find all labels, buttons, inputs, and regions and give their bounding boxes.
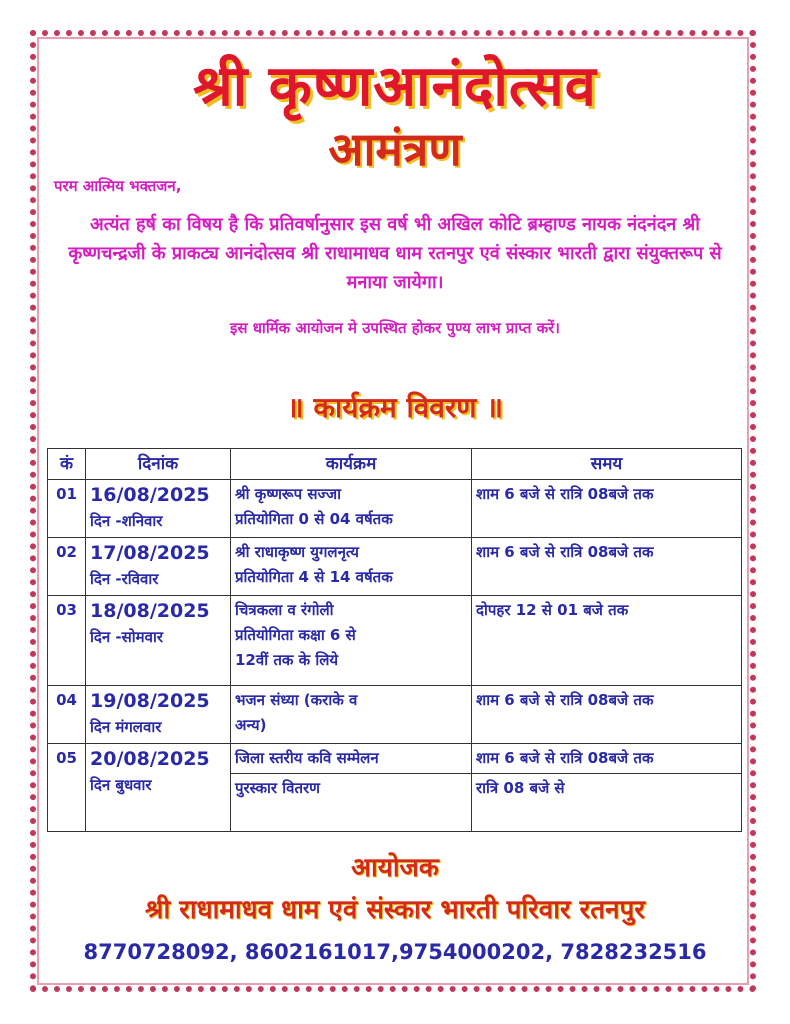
contact-phones: 8770728092, 8602161017,9754000202, 7828232516 (83, 940, 707, 964)
row-date (86, 538, 231, 596)
row-time (472, 744, 742, 832)
appeal-text: इस धार्मिक आयोजन मे उपस्थित होकर पुण्य लाभ प्राप्त करें। (229, 319, 560, 337)
program-line: श्री कृष्णरूप सज्जा (235, 485, 342, 503)
date-value: 17/08/2025 (90, 542, 210, 564)
program-line: श्री राधाकृष्ण युगलनृत्य (235, 543, 359, 561)
program-line: प्रतियोगिता 4 से 14 वर्षतक (235, 568, 393, 586)
date-value: 16/08/2025 (90, 484, 210, 506)
row-num: 01 (48, 480, 86, 538)
event-title: श्री कृष्णआनंदोत्सव (193, 54, 597, 119)
time-line: शाम 6 बजे से रात्रि 08बजे तक (472, 744, 741, 774)
organizer-name: श्री राधामाधव धाम एवं संस्कार भारती परिवार रतनपुर (145, 895, 645, 925)
greeting: परम आत्मिय भक्तजन, (54, 177, 182, 195)
row-date (86, 686, 231, 744)
day-value: दिन मंगलवार (90, 718, 162, 736)
row-date (86, 744, 231, 832)
header-date: दिनांक (86, 449, 231, 480)
row-time: दोपहर 12 से 01 बजे तक (472, 596, 742, 686)
table-header-row (48, 449, 742, 480)
row-num: 05 (48, 744, 86, 832)
day-value: दिन -शनिवार (90, 512, 163, 530)
row-program (231, 744, 472, 832)
time-line: रात्रि 08 बजे से (476, 779, 565, 797)
schedule-table (47, 448, 742, 832)
program-line: 12वीं तक के लिये (235, 651, 339, 669)
program-line: पुरस्कार वितरण (235, 779, 321, 797)
table-row (48, 480, 742, 538)
program-line: प्रतियोगिता 0 से 04 वर्षतक (235, 510, 393, 528)
row-program (231, 686, 472, 744)
row-time: शाम 6 बजे से रात्रि 08बजे तक (472, 538, 742, 596)
row-date (86, 480, 231, 538)
row-num: 04 (48, 686, 86, 744)
program-line: प्रतियोगिता कक्षा 6 से (235, 626, 356, 644)
header-program: कार्यक्रम (231, 449, 472, 480)
day-value: दिन -रविवार (90, 570, 159, 588)
day-value: दिन -सोमवार (90, 628, 163, 646)
program-line: अन्य) (235, 716, 267, 734)
row-num: 03 (48, 596, 86, 686)
day-value: दिन बुधवार (90, 776, 152, 794)
invitation-heading: आमंत्रण (328, 122, 462, 176)
date-value: 19/08/2025 (90, 690, 210, 712)
program-line: भजन संध्या (कराके व (235, 691, 358, 709)
row-time: शाम 6 बजे से रात्रि 08बजे तक (472, 686, 742, 744)
section-title: ॥ कार्यक्रम विवरण ॥ (286, 391, 504, 424)
row-program (231, 480, 472, 538)
row-program (231, 538, 472, 596)
row-time: शाम 6 बजे से रात्रि 08बजे तक (472, 480, 742, 538)
header-time: समय (472, 449, 742, 480)
table-row (48, 744, 742, 832)
organizer-label: आयोजक (351, 853, 439, 883)
row-program (231, 596, 472, 686)
row-date (86, 596, 231, 686)
table-row (48, 596, 742, 686)
program-line: जिला स्तरीय कवि सम्मेलन (231, 744, 471, 774)
header-num: कं (48, 449, 86, 480)
date-value: 20/08/2025 (90, 748, 210, 770)
date-value: 18/08/2025 (90, 600, 210, 622)
program-line: चित्रकला व रंगोली (235, 601, 334, 619)
table-row (48, 686, 742, 744)
table-row (48, 538, 742, 596)
row-num: 02 (48, 538, 86, 596)
invitation-text: अत्यंत हर्ष का विषय है कि प्रतिवर्षानुसार इस वर्ष भी अखिल कोटि ब्रम्हाण्ड नायक नंदनंदन श्री कृष्णचन्द्रजी के प्राकट्य आनंदोत्सव श्री राधामाधव धाम रतनपुर एवं संस्कार भारती द्वारा संयुक्तरूप से मनाया जायेगा। (68, 214, 722, 293)
